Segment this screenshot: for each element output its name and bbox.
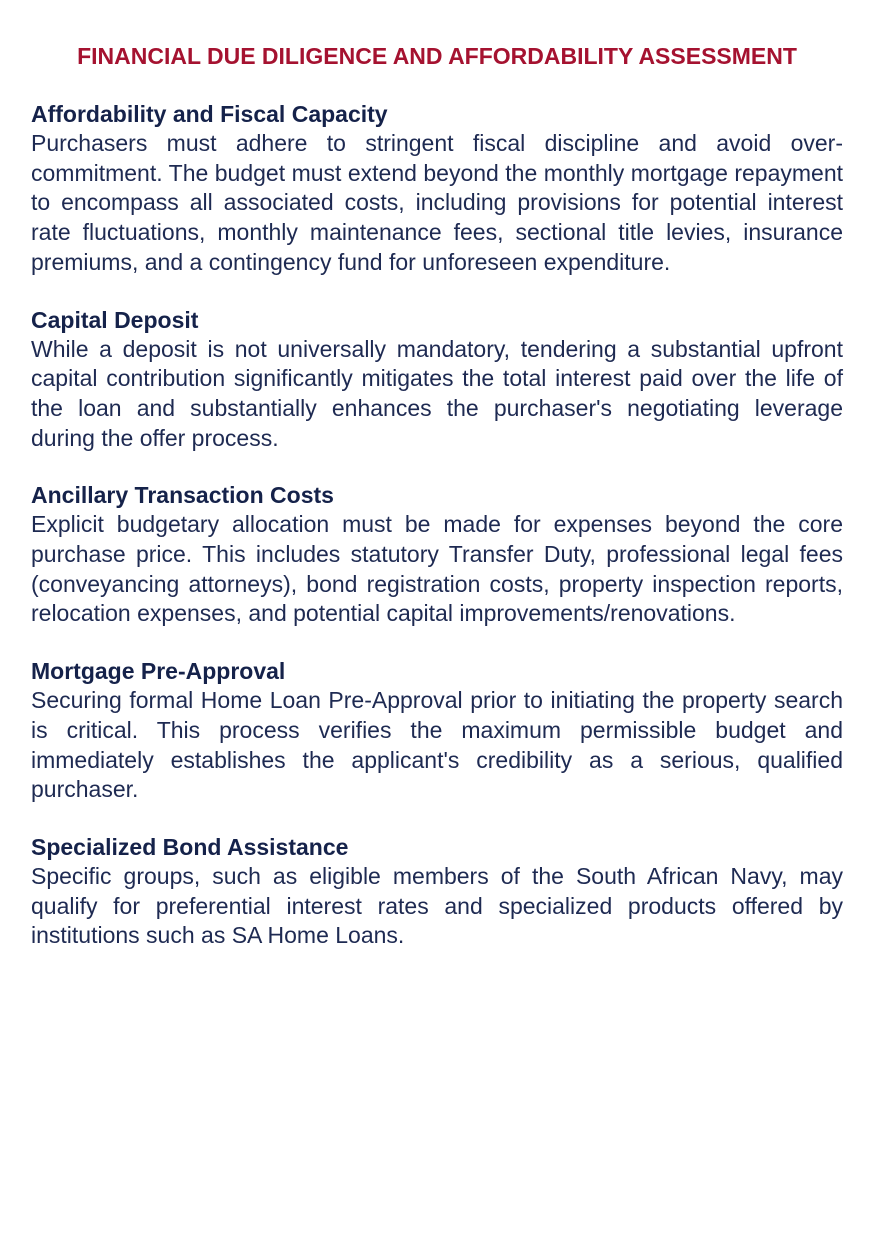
section-body: Securing formal Home Loan Pre-Approval prior to initiating the property search is critical. This process verifies the maximum permissible budget and immediately establishes the applicant's credibility as a serious, qualified purchaser. xyxy=(31,687,843,803)
section-pre-approval xyxy=(31,656,843,805)
section-body: Specific groups, such as eligible members of the South African Navy, may qualify for preferential interest rates and specialized products offered by institutions such as SA Home Loans. xyxy=(31,862,843,949)
section-heading: Affordability and Fiscal Capacity xyxy=(31,101,388,127)
section-heading: Specialized Bond Assistance xyxy=(31,833,349,860)
section-body: While a deposit is not universally mandatory, tendering a substantial upfront capital contribution significantly mitigates the total interest paid over the life of the loan and substantially enhances the purchaser's negotiating leverage during the offer process. xyxy=(31,335,843,451)
section-bond-assistance xyxy=(31,832,843,951)
document-page xyxy=(31,40,843,951)
document-title: FINANCIAL DUE DILIGENCE AND AFFORDABILITY ASSESSMENT xyxy=(77,43,797,69)
section-heading: Mortgage Pre-Approval xyxy=(31,658,286,685)
section-ancillary-costs xyxy=(31,480,843,629)
section-body: Purchasers must adhere to stringent fiscal discipline and avoid over-commitment. The budget must extend beyond the monthly mortgage repayment to encompass all associated costs, including provisions for potential interest rate fluctuations, monthly maintenance fees, sectional title levies, insurance premiums, and a contingency fund for unforeseen expenditure. xyxy=(31,130,843,275)
section-affordability xyxy=(31,99,843,278)
section-body: Explicit budgetary allocation must be made for expenses beyond the core purchase price. This includes statutory Transfer Duty, professional legal fees (conveyancing attorneys), bond registration costs, property inspection reports, relocation expenses, and potential capital improvements/renovations. xyxy=(31,511,843,627)
section-capital-deposit xyxy=(31,305,843,454)
section-heading: Capital Deposit xyxy=(31,306,199,333)
section-heading: Ancillary Transaction Costs xyxy=(31,482,334,509)
